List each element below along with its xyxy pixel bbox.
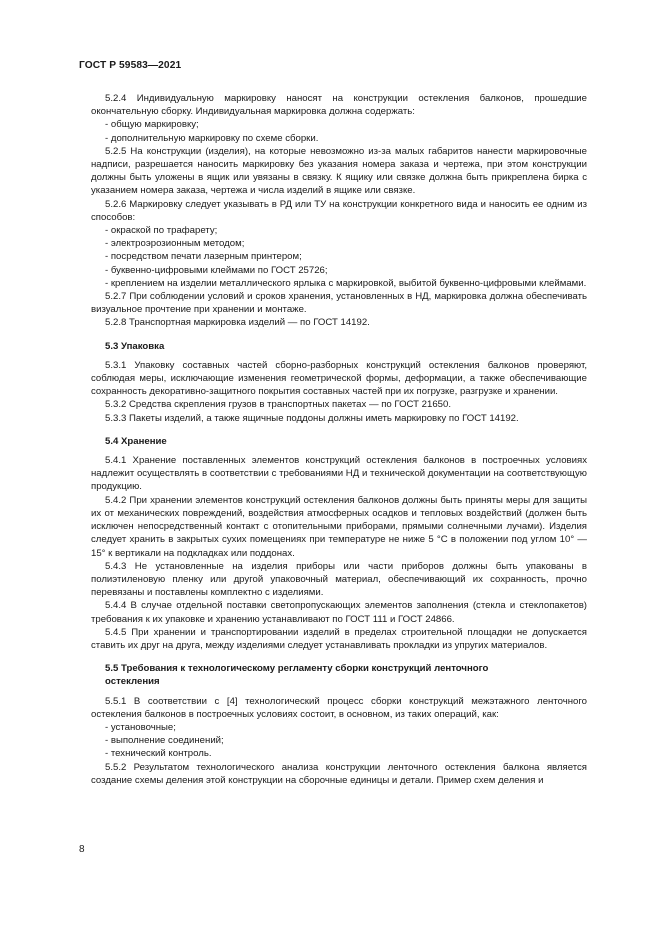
para-5-2-6: 5.2.6 Маркировку следует указывать в РД или ТУ на конструкции конкретного вида и наносить ее одним из способов: (91, 198, 587, 223)
page-number: 8 (79, 844, 85, 855)
para-5-3-3: 5.3.3 Пакеты изделий, а также ящичные поддоны должны иметь маркировку по ГОСТ 14192. (105, 412, 519, 424)
document-body (91, 92, 587, 787)
list-item: - установочные; (105, 721, 176, 733)
para-5-5-1: 5.5.1 В соответствии с [4] технологический процесс сборки конструкций межэтажного ленточного остекления балконов в построечных условиях состоит, в основном, из таких операций, как: (91, 695, 587, 720)
para-5-4-2: 5.4.2 При хранении элементов конструкций остекления балконов должны быть приняты меры для защиты их от механических повреждений, воздействия атмосферных осадков и тепловых воздействий (должен быть исключен непосредственный контакт с отопительными приборами, прямыми солнечными лучами). Изделия следует хранить в закрытых сухих помещениях при температуре не ниже 5 °С в положении под углом 10° — 15° к вертикали на подкладках или поддонах. (91, 494, 587, 559)
para-5-2-4: 5.2.4 Индивидуальную маркировку наносят на конструкции остекления балконов, прошедшие окончательную сборку. Индивидуальная маркировка должна содержать: (91, 93, 587, 118)
list-item: - технический контроль. (105, 748, 212, 760)
para-5-4-1: 5.4.1 Хранение поставленных элементов конструкций остекления балконов в построечных условиях надлежит осуществлять в соответствии с требованиями НД и технической документации на соответствующую продукцию. (91, 455, 587, 493)
list-item: - общую маркировку; (105, 119, 199, 131)
para-5-5-2: 5.5.2 Результатом технологического анализа конструкции ленточного остекления балкона является создание схемы деления этой конструкции на сборочные единицы и детали. Пример схем деления и (91, 761, 587, 786)
para-5-2-7: 5.2.7 При соблюдении условий и сроков хранения, установленных в НД, маркировка должна обеспечивать визуальное прочтение при хранении и монтаже. (91, 291, 587, 316)
section-heading-5-5: 5.5 Требования к технологическому регламенту сборки конструкций ленточного остекления (105, 663, 489, 688)
list-item: - окраской по трафарету; (105, 225, 218, 237)
list-item: - дополнительную маркировку по схеме сборки. (105, 132, 319, 144)
para-5-2-8: 5.2.8 Транспортная маркировка изделий — по ГОСТ 14192. (105, 317, 370, 329)
list-item: - буквенно-цифровыми клеймами по ГОСТ 25726; (105, 264, 328, 276)
list-item: - посредством печати лазерным принтером; (105, 251, 302, 263)
list-item: - электроэрозионным методом; (105, 238, 245, 250)
section-heading-5-3: 5.3 Упаковка (105, 340, 165, 352)
list-item: - выполнение соединений; (105, 735, 224, 747)
para-5-4-3: 5.4.3 Не установленные на изделия приборы или части приборов должны быть упакованы в полиэтиленовую пленку или другой упаковочный материал, обеспечивающий их сохранность, прочно перевязаны и поставлены комплектно с изделиями. (91, 560, 587, 599)
para-5-4-4: 5.4.4 В случае отдельной поставки светопропускающих элементов заполнения (стекла и стеклопакетов) требования к их упаковке и хранению устанавливают по ГОСТ 111 и ГОСТ 24866. (91, 600, 587, 625)
para-5-3-2: 5.3.2 Средства скрепления грузов в транспортных пакетах — по ГОСТ 21650. (105, 399, 452, 411)
list-item: - креплением на изделии металлического ярлыка с маркировкой, выбитой буквенно-цифровыми клеймами. (105, 277, 587, 289)
para-5-3-1: 5.3.1 Упаковку составных частей сборно-разборных конструкций остекления балконов проверяют, соблюдая меры, исключающие изменения геометрической формы, деформации, а также обеспечивающие сохранность декоративно-защитного покрытия составных частей при их погрузке, разгрузке и хранении. (91, 359, 587, 398)
para-5-4-5: 5.4.5 При хранении и транспортировании изделий в пределах строительной площадки не допускается ставить их друг на друга, между изделиями следует устанавливать прокладки из упругих материалов. (91, 626, 587, 651)
para-5-2-5: 5.2.5 На конструкции (изделия), на которые невозможно из-за малых габаритов нанести маркировочные надписи, разрешается наносить маркировку без указания номера заказа и чертежа, при этом конструкции должны быть уложены в ящик или увязаны в связку. К ящику или связке должна быть прикреплена бирка с указанием номера заказа, чертежа и числа изделий в ящике или связке. (91, 145, 587, 197)
document-header-id: ГОСТ Р 59583—2021 (79, 60, 182, 71)
section-heading-5-4: 5.4 Хранение (105, 435, 167, 447)
